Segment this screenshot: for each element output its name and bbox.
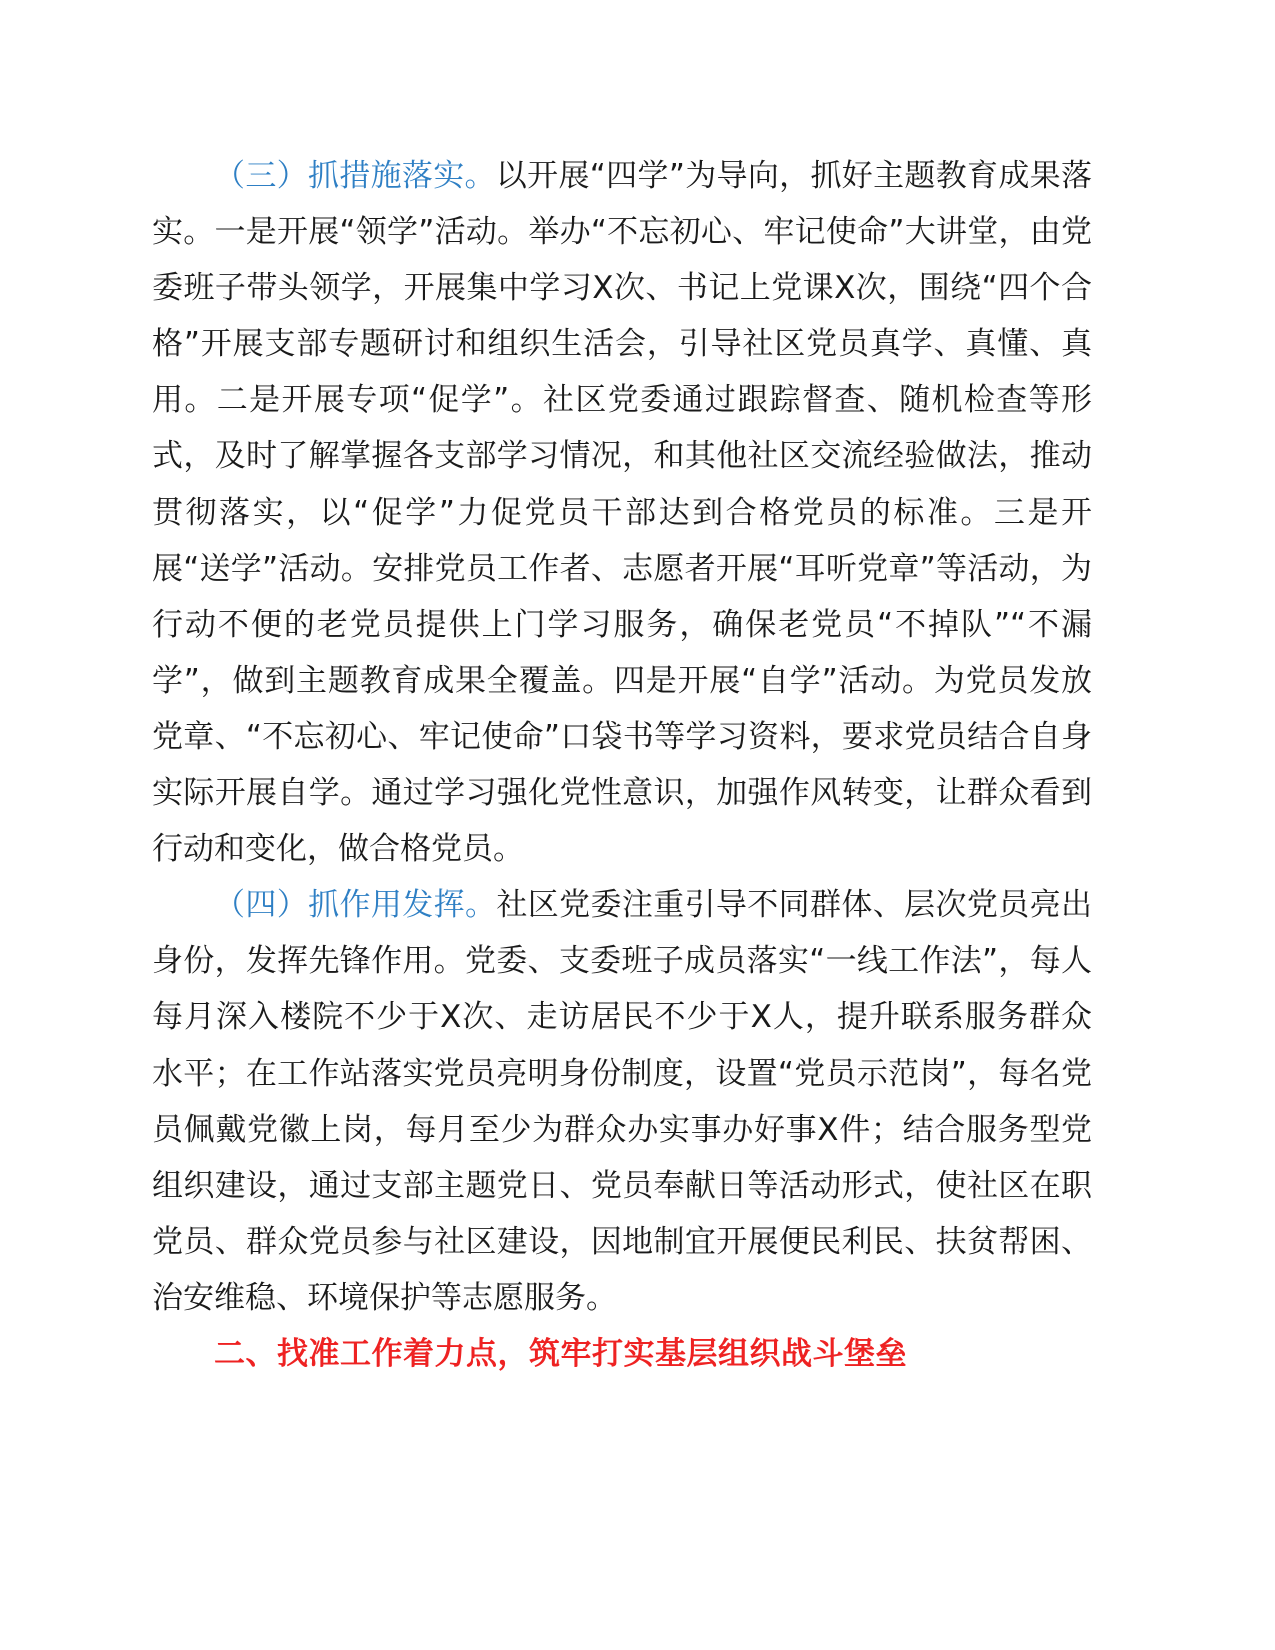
paragraph-role-text: 社区党委注重引导不同群体、层次党员亮出身份，发挥先锋作用。党委、支委班子成员落实“一线工作法”，每人每月深入楼院不少于X次、走访居民不少于X人，提升联系服务群众水平；在工作站落实党员亮明身份制度，设置“党员示范岗”，每名党员佩戴党徽上岗，每月至少为群众办实事办好事X件；结合服务型党组织建设，通过支部主题党日、党员奉献日等活动形式，使社区在职党员、群众党员参与社区建设，因地制宜开展便民利民、扶贫帮困、治安维稳、环境保护等志愿服务。 <box>152 887 1093 1316</box>
paragraph-measures-text: 以开展“四学”为导向，抓好主题教育成果落实。一是开展“领学”活动。举办“不忘初心、牢记使命”大讲堂，由党委班子带头领学，开展集中学习X次、书记上党课X次，围绕“四个合格”开展支部专题研讨和组织生活会，引导社区党员真学、真懂、真用。二是开展专项“促学”。社区党委通过跟踪督查、随机检查等形式，及时了解掌握各支部学习情况，和其他社区交流经验做法，推动贯彻落实，以“促学”力促党员干部达到合格党员的标准。三是开展“送学”活动。安排党员工作者、志愿者开展“耳听党章”等活动，为行动不便的老党员提供上门学习服务，确保老党员“不掉队”“不漏学”，做到主题教育成果全覆盖。四是开展“自学”活动。为党员发放党章、“不忘初心、牢记使命”口袋书等学习资料，要求党员结合自身实际开展自学。通过学习强化党性意识，加强作风转变，让群众看到行动和变化，做合格党员。 <box>152 158 1092 868</box>
paragraph-measures <box>152 148 1092 877</box>
document-body <box>152 148 1092 1382</box>
section-heading: 二、找准工作着力点，筑牢打实基层组织战斗堡垒 <box>214 1335 907 1372</box>
sub-heading-role: （四）抓作用发挥。 <box>214 887 497 924</box>
sub-heading-measures: （三）抓措施落实。 <box>214 158 496 194</box>
paragraph-role <box>152 877 1092 1326</box>
